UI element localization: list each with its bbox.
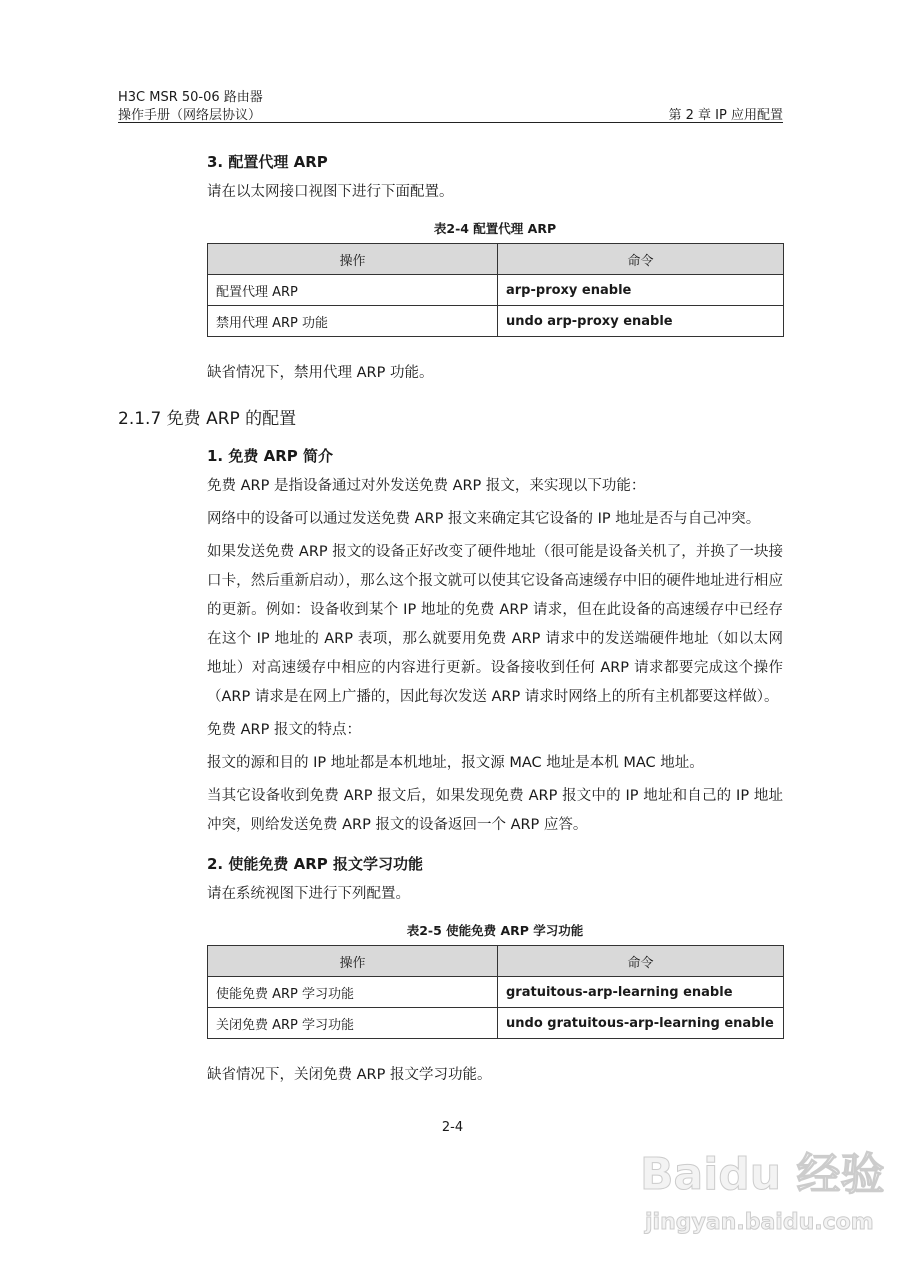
section-title: 2. 使能免费 ARP 报文学习功能 bbox=[207, 855, 423, 873]
paragraph: 免费 ARP 是指设备通过对外发送免费 ARP 报文，来实现以下功能： bbox=[207, 478, 646, 494]
table-header: 操作 bbox=[208, 946, 498, 977]
paragraph: 网络中的设备可以通过发送免费 ARP 报文来确定其它设备的 IP 地址是否与自己冲突。 bbox=[207, 511, 761, 527]
table-gratuitous-arp bbox=[207, 945, 784, 1039]
section-title: 1. 免费 ARP 简介 bbox=[207, 447, 333, 465]
table-header: 命令 bbox=[498, 244, 784, 275]
section-heading: 2.1.7 免费 ARP 的配置 bbox=[118, 409, 297, 429]
table-row bbox=[208, 977, 784, 1008]
paragraph: 请在系统视图下进行下列配置。 bbox=[207, 886, 410, 902]
table-cell: 使能免费 ARP 学习功能 bbox=[208, 977, 498, 1008]
watermark-logo: Baidu 经验 bbox=[640, 1149, 885, 1200]
table-cell: 关闭免费 ARP 学习功能 bbox=[208, 1008, 498, 1039]
document-body bbox=[0, 138, 905, 1135]
table-cell: undo gratuitous-arp-learning enable bbox=[498, 1008, 784, 1039]
paragraph: 缺省情况下，禁用代理 ARP 功能。 bbox=[207, 365, 434, 381]
table-cell: arp-proxy enable bbox=[498, 275, 784, 306]
paragraph: 免费 ARP 报文的特点： bbox=[207, 722, 361, 738]
table-row bbox=[208, 275, 784, 306]
table-caption: 表2-4 配置代理 ARP bbox=[433, 221, 557, 236]
header-chapter: 第 2 章 IP 应用配置 bbox=[668, 108, 783, 123]
header-manual: 操作手册（网络层协议） bbox=[118, 108, 262, 123]
header-product: H3C MSR 50-06 路由器 bbox=[118, 90, 263, 105]
section-title: 3. 配置代理 ARP bbox=[207, 153, 328, 171]
table-row bbox=[208, 306, 784, 337]
table-cell: gratuitous-arp-learning enable bbox=[498, 977, 784, 1008]
table-cell: 配置代理 ARP bbox=[208, 275, 498, 306]
table-header: 命令 bbox=[498, 946, 784, 977]
paragraph: 如果发送免费 ARP 报文的设备正好改变了硬件地址（很可能是设备关机了，并换了一块接口卡，然后重新启动），那么这个报文就可以使其它设备高速缓存中旧的硬件地址进行相应的更新。例如：设备收到某个 IP 地址的免费 ARP 请求，但在此设备的高速缓存中已经存在这个 IP 地址的 ARP 表项，那么就要用免费 ARP 请求中的发送端硬件地址（如以太网地址）对高速缓存中相应的内容进行更新。设备接收到任何 ARP 请求都要完成这个操作（ARP 请求是在网上广播的，因此每次发送 ARP 请求时网络上的所有主机都要这样做）。 bbox=[207, 544, 783, 705]
paragraph: 缺省情况下，关闭免费 ARP 报文学习功能。 bbox=[207, 1067, 492, 1083]
paragraph: 当其它设备收到免费 ARP 报文后，如果发现免费 ARP 报文中的 IP 地址和自己的 IP 地址冲突，则给发送免费 ARP 报文的设备返回一个 ARP 应答。 bbox=[207, 788, 783, 833]
paragraph: 请在以太网接口视图下进行下面配置。 bbox=[207, 184, 454, 200]
table-proxy-arp bbox=[207, 243, 784, 337]
header-rule bbox=[118, 122, 783, 123]
table-row bbox=[208, 1008, 784, 1039]
table-caption: 表2-5 使能免费 ARP 学习功能 bbox=[406, 923, 584, 938]
table-cell: undo arp-proxy enable bbox=[498, 306, 784, 337]
page-number: 2-4 bbox=[441, 1120, 464, 1135]
watermark-url: jingyan.baidu.com bbox=[645, 1210, 874, 1235]
table-header: 操作 bbox=[208, 244, 498, 275]
table-cell: 禁用代理 ARP 功能 bbox=[208, 306, 498, 337]
paragraph: 报文的源和目的 IP 地址都是本机地址，报文源 MAC 地址是本机 MAC 地址。 bbox=[207, 755, 704, 771]
